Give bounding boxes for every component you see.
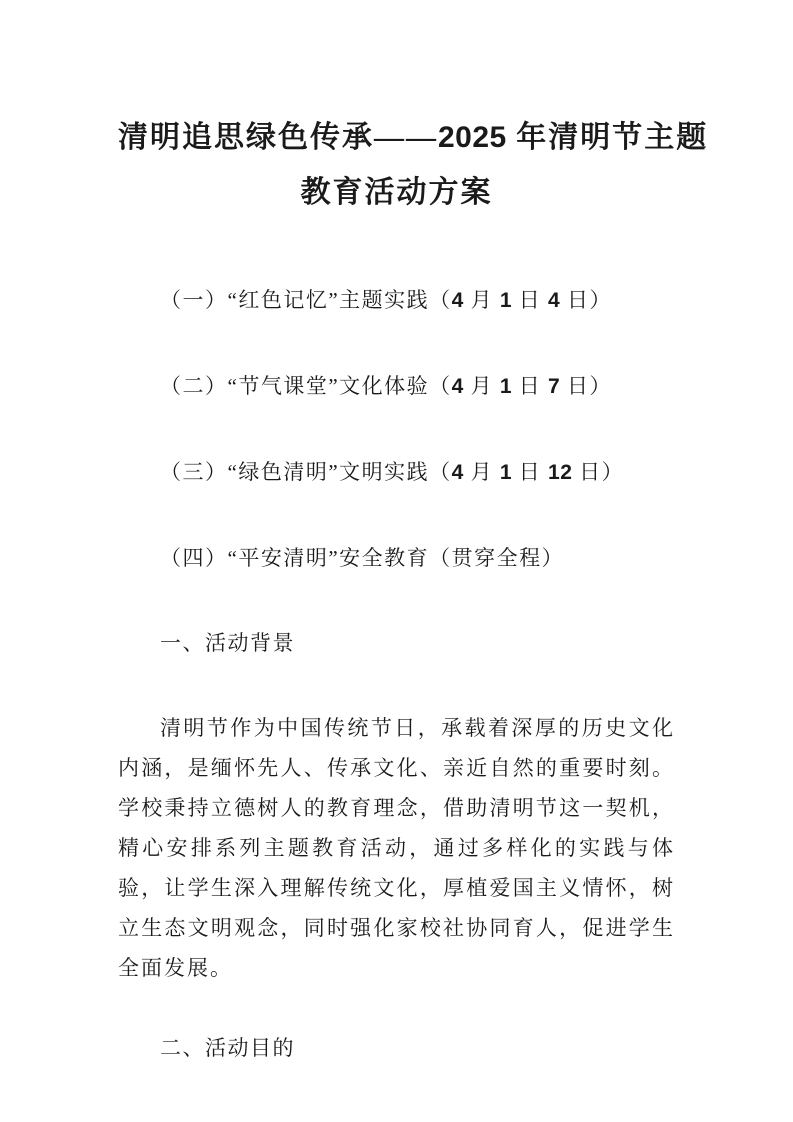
document-title-line-1: 清明追思绿色传承——2025 年清明节主题: [118, 121, 709, 154]
outline-item-2: （二）“节气课堂”文化体验（4 月 1 日 7 日）: [160, 374, 612, 398]
outline-item-1: （一）“红色记忆”主题实践（4 月 1 日 4 日）: [160, 288, 612, 312]
document-title: [118, 110, 709, 220]
outline-item-4: （四）“平安清明”安全教育（贯穿全程）: [160, 546, 565, 570]
section-heading-activity-purpose: 二、活动目的: [160, 1036, 295, 1060]
document-title-line-2: 教育活动方案: [300, 176, 493, 209]
paragraph-activity-background: 清明节作为中国传统节日，承载着深厚的历史文化内涵，是缅怀先人、传承文化、亲近自然的重要时刻。学校秉持立德树人的教育理念，借助清明节这一契机，精心安排系列主题教育活动，通过多样化的实践与体验，让学生深入理解传统文化，厚植爱国主义情怀，树立生态文明观念，同时强化家校社协同育人，促进学生全面发展。: [118, 716, 675, 980]
section-heading-activity-background: 一、活动背景: [160, 631, 295, 655]
outline-item-3: （三）“绿色清明”文明实践（4 月 1 日 12 日）: [160, 460, 625, 484]
